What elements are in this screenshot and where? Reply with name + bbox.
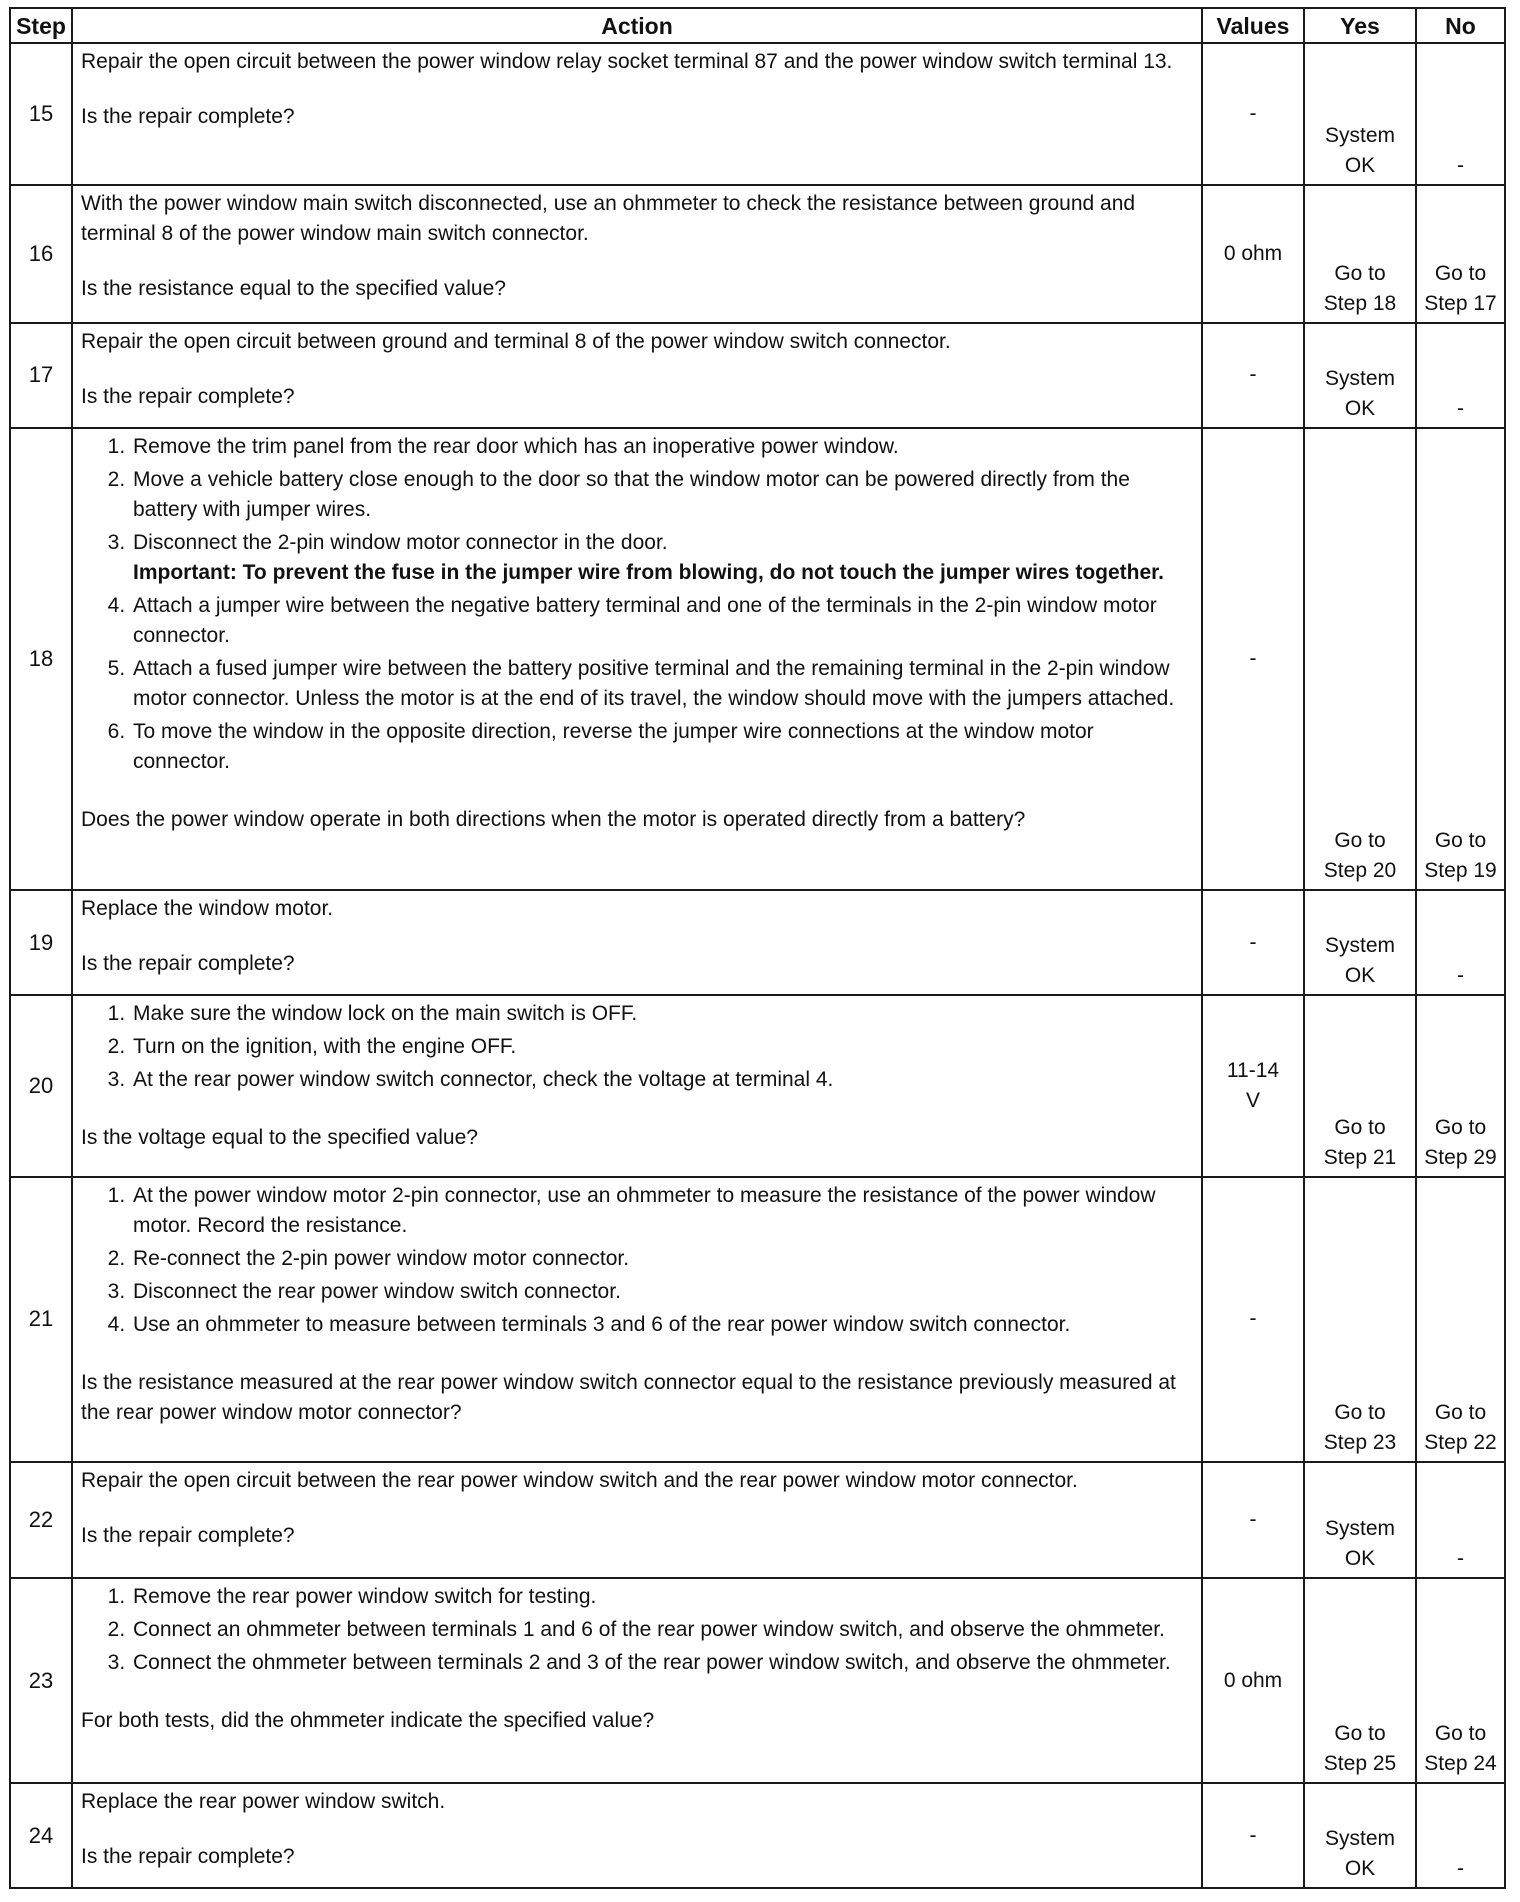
no-result: Go to Step 17 (1424, 261, 1497, 315)
step-number: 17 (10, 323, 72, 428)
action-question: Is the repair complete? (81, 384, 295, 408)
no-result: - (1457, 964, 1464, 988)
action-step-item (131, 1615, 1191, 1645)
action-step-text: Connect an ohmmeter between terminals 1 and 6 of the rear power window switch, and observe the ohmmeter. (133, 1618, 1165, 1642)
no-cell (1416, 1462, 1505, 1578)
spec-value: 11-14 V (1226, 1058, 1280, 1112)
header-row (10, 8, 1505, 43)
yes-cell (1304, 1783, 1416, 1888)
table-body (10, 43, 1505, 1888)
table-row (10, 428, 1505, 891)
spacer (81, 924, 1191, 949)
action-cell (72, 43, 1202, 185)
action-question: Is the voltage equal to the specified value? (81, 1126, 478, 1150)
spec-value: - (1249, 1307, 1257, 1331)
action-question: Is the resistance measured at the rear power window switch connector equal to the resistance previously measured at the rear power window motor connector? (81, 1370, 1176, 1424)
header-step: Step (10, 8, 72, 43)
no-cell (1416, 323, 1505, 428)
spacer (81, 249, 1191, 274)
action-instruction: Replace the rear power window switch. (81, 1790, 446, 1814)
no-result: - (1457, 1857, 1464, 1880)
no-result: - (1457, 1547, 1464, 1571)
no-result: - (1457, 153, 1464, 177)
yes-result: System OK (1324, 1517, 1395, 1571)
action-cell (72, 890, 1202, 995)
values-cell (1202, 323, 1304, 428)
step-number: 16 (10, 185, 72, 323)
action-cell (72, 1177, 1202, 1462)
yes-result: System OK (1324, 366, 1395, 420)
spacer (81, 1098, 1191, 1123)
action-question: Is the repair complete? (81, 952, 295, 976)
action-step-item (131, 717, 1191, 777)
action-steps-list (81, 999, 1191, 1095)
yes-result: System OK (1324, 123, 1395, 177)
action-step-item (131, 1181, 1191, 1241)
action-question: Is the repair complete? (81, 1524, 295, 1548)
table-row (10, 185, 1505, 323)
action-step-item (131, 1032, 1191, 1062)
values-cell (1202, 1177, 1304, 1462)
important-text: To prevent the fuse in the jumper wire from blowing, do not touch the jumper wires together. (242, 560, 1165, 584)
action-step-item (131, 528, 1191, 588)
no-cell (1416, 428, 1505, 891)
spec-value: - (1249, 1508, 1257, 1532)
spacer (81, 780, 1191, 805)
action-step-text: Disconnect the 2-pin window motor connector in the door. (133, 530, 668, 554)
action-step-item (131, 1310, 1191, 1340)
spacer (81, 1496, 1191, 1521)
values-cell (1202, 43, 1304, 185)
action-cell (72, 995, 1202, 1177)
action-step-item (131, 999, 1191, 1029)
action-steps-list (81, 1582, 1191, 1678)
action-steps-list (81, 432, 1191, 777)
header-no: No (1416, 8, 1505, 43)
action-cell (72, 185, 1202, 323)
action-step-text: At the power window motor 2-pin connector, use an ohmmeter to measure the resistance of the power window motor. Record the resistance. (133, 1183, 1156, 1237)
action-step-text: Attach a jumper wire between the negative battery terminal and one of the terminals in the 2-pin window motor connector. (133, 593, 1157, 647)
no-cell (1416, 1578, 1505, 1783)
no-result: Go to Step 19 (1424, 829, 1497, 883)
diagnostic-table (9, 7, 1506, 1889)
action-steps-list (81, 1181, 1191, 1340)
action-step-item (131, 1582, 1191, 1612)
yes-cell (1304, 428, 1416, 891)
yes-result: System OK (1324, 934, 1395, 988)
no-result: - (1457, 396, 1464, 420)
spec-value: - (1249, 101, 1257, 125)
table-row (10, 890, 1505, 995)
action-question: Is the repair complete? (81, 1845, 295, 1869)
values-cell (1202, 1578, 1304, 1783)
values-cell (1202, 1462, 1304, 1578)
step-number: 18 (10, 428, 72, 891)
action-step-text: Disconnect the rear power window switch connector. (133, 1279, 621, 1303)
action-question: For both tests, did the ohmmeter indicate the specified value? (81, 1709, 655, 1733)
step-number: 20 (10, 995, 72, 1177)
table-row (10, 995, 1505, 1177)
spec-value: 0 ohm (1223, 1668, 1283, 1692)
no-result: Go to Step 29 (1424, 1115, 1497, 1169)
no-cell (1416, 995, 1505, 1177)
table-row (10, 43, 1505, 185)
action-step-item (131, 1277, 1191, 1307)
yes-result: Go to Step 18 (1323, 261, 1397, 315)
values-cell (1202, 995, 1304, 1177)
action-step-text: Turn on the ignition, with the engine OFF. (133, 1035, 517, 1059)
spacer (81, 1817, 1191, 1842)
action-question: Does the power window operate in both directions when the motor is operated directly from a battery? (81, 807, 1026, 831)
yes-cell (1304, 1578, 1416, 1783)
action-step-text: At the rear power window switch connector, check the voltage at terminal 4. (133, 1068, 834, 1092)
values-cell (1202, 428, 1304, 891)
spec-value: 0 ohm (1223, 241, 1283, 265)
spec-value: - (1249, 1823, 1257, 1847)
yes-cell (1304, 1462, 1416, 1578)
header-values: Values (1202, 8, 1304, 43)
action-question: Is the resistance equal to the specified value? (81, 276, 506, 300)
action-step-text: Re-connect the 2-pin power window motor connector. (133, 1246, 630, 1270)
yes-result: System OK (1324, 1827, 1395, 1880)
action-step-text: Move a vehicle battery close enough to the door so that the window motor can be powered directly from the battery with jumper wires. (133, 467, 1130, 521)
spacer (81, 77, 1191, 102)
action-step-text: Remove the trim panel from the rear door which has an inoperative power window. (133, 434, 899, 458)
table-row (10, 1578, 1505, 1783)
action-instruction: With the power window main switch disconnected, use an ohmmeter to check the resistance between ground and terminal 8 of the power window main switch connector. (81, 191, 1136, 245)
action-cell (72, 323, 1202, 428)
table-row (10, 1783, 1505, 1888)
step-number: 19 (10, 890, 72, 995)
header-action: Action (72, 8, 1202, 43)
action-step-text: Attach a fused jumper wire between the battery positive terminal and the remaining terminal in the 2-pin window motor connector. Unless the motor is at the end of its travel, the window should move with the jumpers attached. (133, 656, 1175, 710)
action-step-item (131, 465, 1191, 525)
spec-value: - (1249, 930, 1257, 954)
table-row (10, 1177, 1505, 1462)
values-cell (1202, 890, 1304, 995)
no-result: Go to Step 22 (1424, 1401, 1497, 1455)
yes-result: Go to Step 21 (1323, 1115, 1397, 1169)
step-number: 23 (10, 1578, 72, 1783)
yes-cell (1304, 1177, 1416, 1462)
action-step-item (131, 1065, 1191, 1095)
table-row (10, 323, 1505, 428)
spec-value: - (1249, 646, 1257, 670)
important-label: Important (133, 560, 230, 584)
action-step-text: Remove the rear power window switch for testing. (133, 1585, 597, 1609)
action-instruction: Repair the open circuit between the rear power window switch and the rear power window motor connector. (81, 1469, 1078, 1493)
no-cell (1416, 1783, 1505, 1888)
no-cell (1416, 43, 1505, 185)
table-row (10, 1462, 1505, 1578)
yes-cell (1304, 43, 1416, 185)
action-question: Is the repair complete? (81, 105, 295, 128)
action-step-item (131, 1648, 1191, 1678)
action-cell (72, 428, 1202, 891)
spacer (81, 1343, 1191, 1368)
action-step-text: To move the window in the opposite direction, reverse the jumper wire connections at the window motor connector. (133, 719, 1094, 773)
yes-cell (1304, 995, 1416, 1177)
yes-cell (1304, 185, 1416, 323)
header-yes: Yes (1304, 8, 1416, 43)
yes-result: Go to Step 20 (1323, 829, 1397, 883)
action-instruction: Replace the window motor. (81, 897, 334, 921)
spacer (81, 1681, 1191, 1706)
values-cell (1202, 1783, 1304, 1888)
step-number: 15 (10, 43, 72, 185)
yes-result: Go to Step 25 (1323, 1722, 1397, 1776)
no-cell (1416, 185, 1505, 323)
action-step-text: Connect the ohmmeter between terminals 2 and 3 of the rear power window switch, and observe the ohmmeter. (133, 1651, 1171, 1675)
action-step-text: Use an ohmmeter to measure between terminals 3 and 6 of the rear power window switch connector. (133, 1312, 1071, 1336)
action-cell (72, 1578, 1202, 1783)
action-instruction: Repair the open circuit between the power window relay socket terminal 87 and the power window switch terminal 13. (81, 50, 1173, 73)
action-cell (72, 1462, 1202, 1578)
action-step-item (131, 591, 1191, 651)
action-step-text: Make sure the window lock on the main switch is OFF. (133, 1002, 638, 1026)
action-cell (72, 1783, 1202, 1888)
action-step-item (131, 654, 1191, 714)
step-number: 24 (10, 1783, 72, 1888)
step-number: 21 (10, 1177, 72, 1462)
values-cell (1202, 185, 1304, 323)
step-number: 22 (10, 1462, 72, 1578)
spec-value: - (1249, 363, 1257, 387)
important-note: Important: To prevent the fuse in the jumper wire from blowing, do not touch the jumper wires together. (133, 560, 1165, 584)
action-step-item (131, 1244, 1191, 1274)
spacer (81, 357, 1191, 382)
no-cell (1416, 1177, 1505, 1462)
yes-result: Go to Step 23 (1323, 1401, 1397, 1455)
no-cell (1416, 890, 1505, 995)
yes-cell (1304, 890, 1416, 995)
no-result: Go to Step 24 (1424, 1722, 1497, 1776)
action-step-item (131, 432, 1191, 462)
yes-cell (1304, 323, 1416, 428)
action-instruction: Repair the open circuit between ground and terminal 8 of the power window switch connector. (81, 329, 951, 353)
